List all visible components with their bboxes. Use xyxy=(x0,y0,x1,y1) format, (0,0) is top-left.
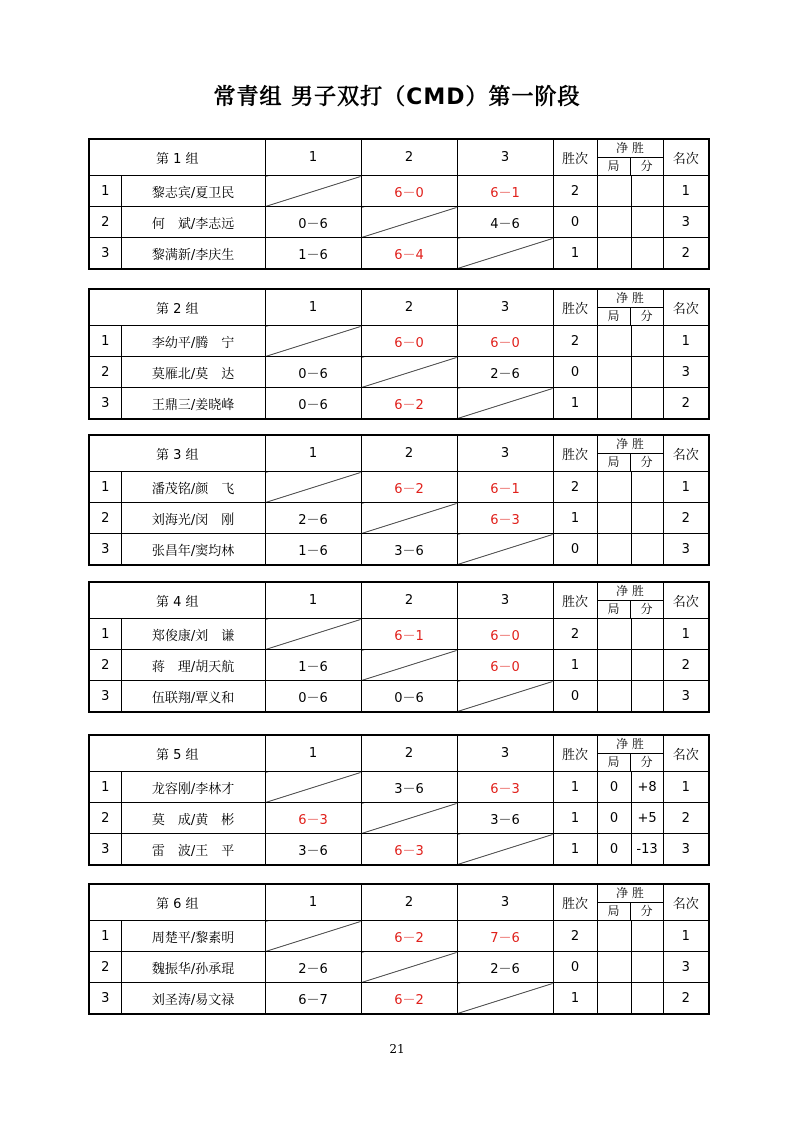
score-cell: 6－3 xyxy=(457,772,553,803)
net-games-header: 局 xyxy=(598,308,631,325)
col-header-2: 2 xyxy=(361,884,457,921)
row-number: 3 xyxy=(89,983,121,1015)
wins-cell: 0 xyxy=(553,952,597,983)
rank-header: 名次 xyxy=(663,139,709,176)
table-row xyxy=(89,326,709,357)
pair-name: 何 斌/李志远 xyxy=(121,207,265,238)
score-cell: 1－6 xyxy=(265,534,361,566)
pair-name: 莫雁北/莫 达 xyxy=(121,357,265,388)
diagonal-cell xyxy=(361,952,457,983)
rank-cell: 3 xyxy=(663,207,709,238)
row-number: 3 xyxy=(89,681,121,713)
net-points-cell xyxy=(631,681,663,713)
score-cell: 6－7 xyxy=(265,983,361,1015)
rank-cell: 2 xyxy=(663,503,709,534)
wins-cell: 2 xyxy=(553,176,597,207)
pair-name: 郑俊康/刘 谦 xyxy=(121,619,265,650)
group-name: 第 6 组 xyxy=(89,884,265,921)
net-games-cell xyxy=(597,207,631,238)
net-games-cell xyxy=(597,983,631,1015)
net-points-header: 分 xyxy=(640,755,653,769)
wins-header: 胜次 xyxy=(553,735,597,772)
net-points-header: 分 xyxy=(640,455,653,469)
table-row xyxy=(89,681,709,713)
diagonal-cell xyxy=(361,650,457,681)
score-cell: 6－0 xyxy=(457,326,553,357)
net-games-cell xyxy=(597,619,631,650)
pair-name: 刘海光/闵 刚 xyxy=(121,503,265,534)
net-points-cell xyxy=(631,388,663,420)
score-cell: 6－4 xyxy=(361,238,457,270)
wins-cell: 0 xyxy=(553,534,597,566)
score-cell: 6－3 xyxy=(361,834,457,866)
col-header-1: 1 xyxy=(265,289,361,326)
net-header-label: 净 胜 xyxy=(598,290,663,308)
diagonal-cell xyxy=(361,357,457,388)
col-header-1: 1 xyxy=(265,735,361,772)
net-points-cell xyxy=(631,983,663,1015)
col-header-2: 2 xyxy=(361,582,457,619)
net-points-cell xyxy=(631,534,663,566)
wins-cell: 0 xyxy=(553,681,597,713)
score-cell: 0－6 xyxy=(265,681,361,713)
score-cell: 0－6 xyxy=(265,357,361,388)
wins-header: 胜次 xyxy=(553,139,597,176)
col-header-3: 3 xyxy=(457,289,553,326)
score-cell: 6－0 xyxy=(361,176,457,207)
net-header xyxy=(597,884,663,921)
rank-cell: 3 xyxy=(663,952,709,983)
score-cell: 6－2 xyxy=(361,921,457,952)
rank-cell: 2 xyxy=(663,983,709,1015)
rank-cell: 3 xyxy=(663,357,709,388)
row-number: 2 xyxy=(89,803,121,834)
table-row xyxy=(89,983,709,1015)
col-header-3: 3 xyxy=(457,582,553,619)
group-table-6 xyxy=(88,883,708,1015)
rank-header: 名次 xyxy=(663,884,709,921)
row-number: 3 xyxy=(89,834,121,866)
row-number: 1 xyxy=(89,619,121,650)
table-row xyxy=(89,388,709,420)
pair-name: 蒋 理/胡天航 xyxy=(121,650,265,681)
diagonal-cell xyxy=(265,472,361,503)
net-games-cell xyxy=(597,238,631,270)
rank-cell: 1 xyxy=(663,619,709,650)
net-games-cell xyxy=(597,503,631,534)
rank-header: 名次 xyxy=(663,735,709,772)
net-header xyxy=(597,735,663,772)
score-cell: 6－0 xyxy=(457,650,553,681)
score-cell: 1－6 xyxy=(265,650,361,681)
table-row xyxy=(89,952,709,983)
row-number: 2 xyxy=(89,357,121,388)
net-games-cell xyxy=(597,388,631,420)
page-title: 常青组 男子双打（CMD）第一阶段 xyxy=(213,85,581,110)
net-points-cell xyxy=(631,326,663,357)
col-header-2: 2 xyxy=(361,735,457,772)
group-name: 第 1 组 xyxy=(89,139,265,176)
net-points-cell xyxy=(631,176,663,207)
rank-header: 名次 xyxy=(663,582,709,619)
col-header-3: 3 xyxy=(457,139,553,176)
row-number: 1 xyxy=(89,921,121,952)
pair-name: 周楚平/黎素明 xyxy=(121,921,265,952)
pair-name: 黎志宾/夏卫民 xyxy=(121,176,265,207)
group-table-1 xyxy=(88,138,708,270)
table-row xyxy=(89,619,709,650)
col-header-2: 2 xyxy=(361,289,457,326)
score-cell: 2－6 xyxy=(265,952,361,983)
pair-name: 黎满新/李庆生 xyxy=(121,238,265,270)
net-points-header: 分 xyxy=(640,309,653,323)
wins-cell: 1 xyxy=(553,503,597,534)
rank-cell: 2 xyxy=(663,650,709,681)
score-cell: 6－1 xyxy=(361,619,457,650)
rank-cell: 2 xyxy=(663,803,709,834)
wins-cell: 1 xyxy=(553,238,597,270)
rank-header: 名次 xyxy=(663,289,709,326)
score-cell: 3－6 xyxy=(457,803,553,834)
pair-name: 刘圣涛/易文禄 xyxy=(121,983,265,1015)
wins-cell: 2 xyxy=(553,326,597,357)
table-row xyxy=(89,238,709,270)
table-row xyxy=(89,772,709,803)
group-table-4 xyxy=(88,581,708,713)
group-name: 第 3 组 xyxy=(89,435,265,472)
net-points-cell xyxy=(631,952,663,983)
rank-cell: 3 xyxy=(663,681,709,713)
diagonal-cell xyxy=(457,834,553,866)
diagonal-cell xyxy=(457,534,553,566)
col-header-3: 3 xyxy=(457,884,553,921)
rank-cell: 1 xyxy=(663,326,709,357)
net-points-cell xyxy=(631,207,663,238)
score-cell: 6－0 xyxy=(361,326,457,357)
wins-cell: 2 xyxy=(553,921,597,952)
net-points-cell: -13 xyxy=(631,834,663,866)
table-row xyxy=(89,921,709,952)
row-number: 3 xyxy=(89,388,121,420)
score-cell: 0－6 xyxy=(361,681,457,713)
col-header-2: 2 xyxy=(361,139,457,176)
net-games-cell xyxy=(597,326,631,357)
net-games-cell xyxy=(597,472,631,503)
net-games-cell: 0 xyxy=(597,772,631,803)
score-cell: 6－0 xyxy=(457,619,553,650)
net-header-label: 净 胜 xyxy=(598,436,663,454)
page-number: 21 xyxy=(389,1042,405,1056)
rank-cell: 1 xyxy=(663,772,709,803)
diagonal-cell xyxy=(361,207,457,238)
wins-cell: 1 xyxy=(553,803,597,834)
score-cell: 6－3 xyxy=(265,803,361,834)
wins-cell: 2 xyxy=(553,472,597,503)
diagonal-cell xyxy=(361,803,457,834)
net-points-cell xyxy=(631,472,663,503)
col-header-1: 1 xyxy=(265,582,361,619)
net-games-cell xyxy=(597,681,631,713)
net-games-header: 局 xyxy=(598,158,631,175)
net-games-cell xyxy=(597,952,631,983)
wins-cell: 1 xyxy=(553,772,597,803)
row-number: 2 xyxy=(89,650,121,681)
pair-name: 伍联翔/覃义和 xyxy=(121,681,265,713)
wins-cell: 2 xyxy=(553,619,597,650)
net-games-cell: 0 xyxy=(597,834,631,866)
pair-name: 魏振华/孙承琨 xyxy=(121,952,265,983)
row-number: 1 xyxy=(89,176,121,207)
group-table-2 xyxy=(88,288,708,420)
row-number: 1 xyxy=(89,772,121,803)
diagonal-cell xyxy=(457,681,553,713)
row-number: 2 xyxy=(89,952,121,983)
net-games-header: 局 xyxy=(598,754,631,771)
net-points-cell xyxy=(631,650,663,681)
net-points-cell: +5 xyxy=(631,803,663,834)
group-name: 第 4 组 xyxy=(89,582,265,619)
wins-cell: 1 xyxy=(553,834,597,866)
net-games-header: 局 xyxy=(598,601,631,618)
score-cell: 6－2 xyxy=(361,472,457,503)
col-header-2: 2 xyxy=(361,435,457,472)
net-header xyxy=(597,435,663,472)
col-header-3: 3 xyxy=(457,435,553,472)
diagonal-cell xyxy=(361,503,457,534)
score-cell: 0－6 xyxy=(265,207,361,238)
pair-name: 潘茂铭/颜 飞 xyxy=(121,472,265,503)
score-cell: 1－6 xyxy=(265,238,361,270)
pair-name: 龙容刚/李林才 xyxy=(121,772,265,803)
diagonal-cell xyxy=(457,388,553,420)
table-row xyxy=(89,650,709,681)
wins-cell: 1 xyxy=(553,983,597,1015)
score-cell: 2－6 xyxy=(265,503,361,534)
score-cell: 0－6 xyxy=(265,388,361,420)
diagonal-cell xyxy=(265,772,361,803)
diagonal-cell xyxy=(265,326,361,357)
pair-name: 张昌年/窦均林 xyxy=(121,534,265,566)
net-header xyxy=(597,582,663,619)
rank-cell: 1 xyxy=(663,472,709,503)
score-cell: 6－1 xyxy=(457,176,553,207)
score-cell: 6－1 xyxy=(457,472,553,503)
net-points-cell xyxy=(631,238,663,270)
table-row xyxy=(89,503,709,534)
net-header-label: 净 胜 xyxy=(598,583,663,601)
score-cell: 3－6 xyxy=(265,834,361,866)
row-number: 3 xyxy=(89,238,121,270)
table-row xyxy=(89,803,709,834)
diagonal-cell xyxy=(265,619,361,650)
score-cell: 6－3 xyxy=(457,503,553,534)
score-cell: 3－6 xyxy=(361,534,457,566)
score-cell: 3－6 xyxy=(361,772,457,803)
diagonal-cell xyxy=(265,176,361,207)
row-number: 2 xyxy=(89,207,121,238)
diagonal-cell xyxy=(457,238,553,270)
net-header-label: 净 胜 xyxy=(598,140,663,158)
group-name: 第 5 组 xyxy=(89,735,265,772)
score-cell: 2－6 xyxy=(457,357,553,388)
wins-header: 胜次 xyxy=(553,289,597,326)
rank-header: 名次 xyxy=(663,435,709,472)
wins-cell: 1 xyxy=(553,650,597,681)
table-row xyxy=(89,534,709,566)
rank-cell: 3 xyxy=(663,534,709,566)
net-games-cell xyxy=(597,921,631,952)
rank-cell: 3 xyxy=(663,834,709,866)
net-points-cell xyxy=(631,503,663,534)
diagonal-cell xyxy=(457,983,553,1015)
score-cell: 4－6 xyxy=(457,207,553,238)
net-points-header: 分 xyxy=(640,159,653,173)
net-games-cell: 0 xyxy=(597,803,631,834)
group-name: 第 2 组 xyxy=(89,289,265,326)
net-points-cell xyxy=(631,921,663,952)
rank-cell: 2 xyxy=(663,388,709,420)
score-cell: 6－2 xyxy=(361,983,457,1015)
row-number: 1 xyxy=(89,472,121,503)
net-header-label: 净 胜 xyxy=(598,885,663,903)
score-cell: 2－6 xyxy=(457,952,553,983)
net-points-header: 分 xyxy=(640,904,653,918)
pair-name: 雷 波/王 平 xyxy=(121,834,265,866)
net-games-cell xyxy=(597,176,631,207)
net-games-cell xyxy=(597,534,631,566)
score-cell: 6－2 xyxy=(361,388,457,420)
col-header-1: 1 xyxy=(265,435,361,472)
wins-cell: 0 xyxy=(553,207,597,238)
col-header-1: 1 xyxy=(265,139,361,176)
diagonal-cell xyxy=(265,921,361,952)
row-number: 2 xyxy=(89,503,121,534)
table-row xyxy=(89,472,709,503)
row-number: 1 xyxy=(89,326,121,357)
net-points-cell xyxy=(631,357,663,388)
net-header-label: 净 胜 xyxy=(598,736,663,754)
table-row xyxy=(89,207,709,238)
rank-cell: 2 xyxy=(663,238,709,270)
net-header xyxy=(597,139,663,176)
col-header-3: 3 xyxy=(457,735,553,772)
wins-cell: 0 xyxy=(553,357,597,388)
net-games-header: 局 xyxy=(598,454,631,471)
wins-cell: 1 xyxy=(553,388,597,420)
group-table-3 xyxy=(88,434,708,566)
net-games-cell xyxy=(597,650,631,681)
score-cell: 7－6 xyxy=(457,921,553,952)
pair-name: 莫 成/黄 彬 xyxy=(121,803,265,834)
wins-header: 胜次 xyxy=(553,582,597,619)
wins-header: 胜次 xyxy=(553,884,597,921)
net-points-cell: +8 xyxy=(631,772,663,803)
row-number: 3 xyxy=(89,534,121,566)
pair-name: 李幼平/腾 宁 xyxy=(121,326,265,357)
rank-cell: 1 xyxy=(663,921,709,952)
net-points-cell xyxy=(631,619,663,650)
wins-header: 胜次 xyxy=(553,435,597,472)
rank-cell: 1 xyxy=(663,176,709,207)
pair-name: 王鼎三/姜晓峰 xyxy=(121,388,265,420)
col-header-1: 1 xyxy=(265,884,361,921)
net-games-cell xyxy=(597,357,631,388)
table-row xyxy=(89,357,709,388)
net-header xyxy=(597,289,663,326)
net-points-header: 分 xyxy=(640,602,653,616)
table-row xyxy=(89,176,709,207)
table-row xyxy=(89,834,709,866)
group-table-5 xyxy=(88,734,708,866)
net-games-header: 局 xyxy=(598,903,631,920)
